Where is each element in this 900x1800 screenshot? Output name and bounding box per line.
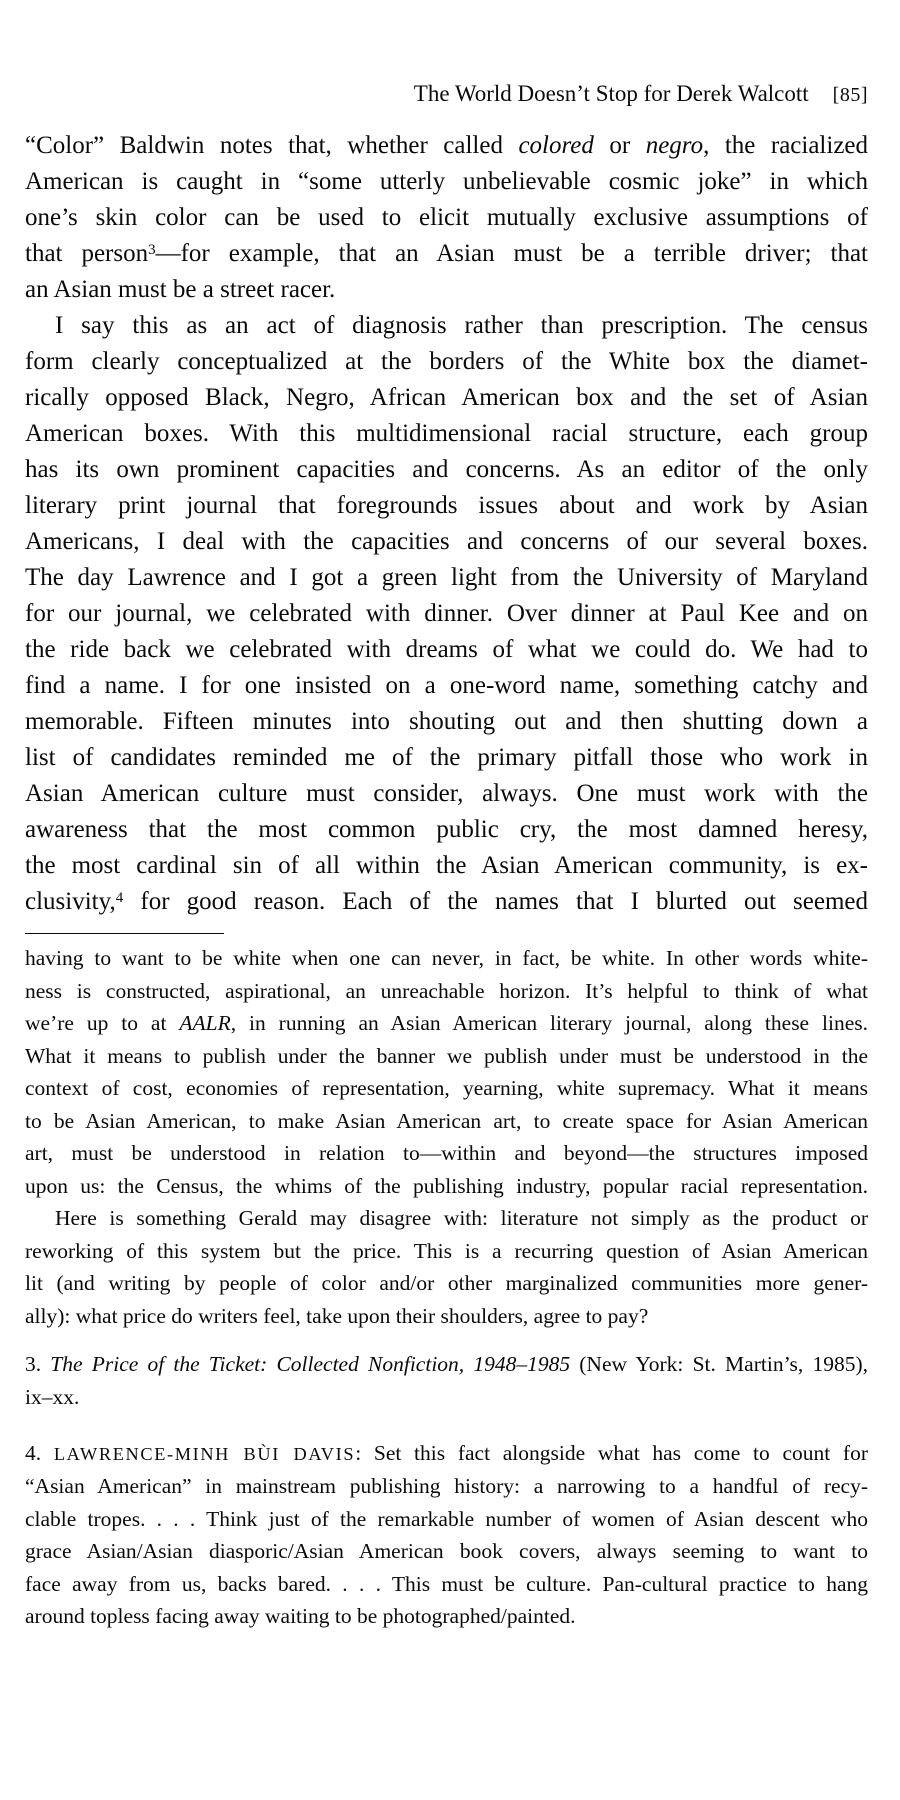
text-line: “Asian American” in mainstream publishing history: a narrowing to a handful of recy- (25, 1474, 868, 1498)
text-line: has its own prominent capacities and concerns. As an editor of the only (25, 456, 868, 483)
footnotes (25, 942, 868, 1633)
text-line: awareness that the most common public cry, the most damned heresy, (25, 816, 868, 843)
text-line: American is caught in “some utterly unbelievable cosmic joke” in which (25, 168, 868, 195)
text-line: clable tropes. . . . Think just of the remarkable number of women of Asian descent who (25, 1506, 868, 1531)
footnote-paragraph (25, 1437, 868, 1633)
text-line: list of candidates reminded me of the primary pitfall those who work in (25, 744, 868, 771)
text-line: find a name. I for one insisted on a one-word name, something catchy and (25, 672, 868, 699)
footnote-paragraph (25, 942, 868, 1202)
text-line: having to want to be white when one can never, in fact, be white. In other words white- (25, 946, 868, 970)
text-line: What it means to publish under the banner we publish under must be understood in the (25, 1043, 868, 1068)
text-block (25, 0, 868, 1800)
italic-text: negro (645, 132, 704, 159)
text-line: art, must be understood in relation to—within and beyond—the structures imposed (25, 1141, 868, 1165)
text-line: grace Asian/Asian diasporic/Asian American book covers, always seeming to want to (25, 1539, 868, 1563)
text-line: literary print journal that foregrounds issues about and work by Asian (25, 492, 868, 519)
italic-text: colored (518, 132, 594, 159)
text-line: to be Asian American, to make Asian American art, to create space for Asian American (25, 1108, 868, 1133)
text-line: we’re up to at AALR, in running an Asian American literary journal, along these lines. (25, 1011, 868, 1035)
footnote-paragraph (25, 1202, 868, 1332)
text-line: that person$^3$—for example, that an Asian must be a terrible driver; that (25, 240, 868, 267)
footnote-reference: 4 (115, 890, 124, 907)
text-line: Asian American culture must consider, always. One must work with the (25, 780, 868, 807)
small-caps-name: LAWRENCE-MINH BÙI DAVIS (53, 1444, 356, 1464)
running-head-title: The World Doesn’t Stop for Derek Walcott (413, 81, 809, 106)
text-line: form clearly conceptualized at the borders of the White box the diamet- (25, 348, 868, 375)
body-paragraph (25, 308, 868, 920)
footnote-reference: 3 (148, 242, 156, 259)
text-line: the ride back we celebrated with dreams of what we could do. We had to (25, 636, 868, 663)
text-line: for our journal, we celebrated with dinner. Over dinner at Paul Kee and on (25, 600, 868, 627)
text-line: one’s skin color can be used to elicit mutually exclusive assumptions of (25, 204, 868, 231)
page-number: [85] (832, 84, 868, 106)
footnote-paragraph (25, 1348, 868, 1413)
text-line: American boxes. With this multidimensional racial structure, each group (25, 420, 868, 447)
running-head (25, 80, 868, 109)
text-line: the most cardinal sin of all within the Asian American community, is ex- (25, 852, 868, 879)
text-line: 4. LAWRENCE-MINH BÙI DAVIS: Set this fact alongside what has come to count for (25, 1441, 868, 1465)
text-line: ness is constructed, aspirational, an unreachable horizon. It’s helpful to think of what (25, 978, 868, 1003)
text-line: face away from us, backs bared. . . . This must be culture. Pan-cultural practice to hang (25, 1571, 868, 1596)
text-line: ally): what price do writers feel, take upon their shoulders, agree to pay? (25, 1303, 649, 1328)
text-line: “Color” Baldwin notes that, whether called colored or negro, the racialized (25, 132, 868, 159)
text-line: rically opposed Black, Negro, African American box and the set of Asian (25, 384, 868, 411)
text-line: clusivity,$^4$ for good reason. Each of the names that I blurted out seemed (25, 888, 868, 915)
text-line: Here is something Gerald may disagree with: literature not simply as the product or (55, 1206, 868, 1230)
text-line: an Asian must be a street racer. (25, 276, 336, 303)
body-text (25, 128, 868, 920)
italic-text: AALR (179, 1011, 231, 1035)
italic-text: The Price of the Ticket: Collected Nonfiction, 1948–1985 (50, 1352, 571, 1376)
text-line: 3. The Price of the Ticket: Collected Nonfiction, 1948–1985 (New York: St. Martin’s, 1985), (25, 1352, 868, 1376)
text-line: reworking of this system but the price. This is a recurring question of Asian American (25, 1238, 868, 1263)
footnote-separator (25, 933, 224, 934)
text-line: The day Lawrence and I got a green light from the University of Maryland (25, 564, 868, 591)
text-line: memorable. Fifteen minutes into shouting out and then shutting down a (25, 708, 868, 735)
body-paragraph (25, 128, 868, 308)
text-line: ix–xx. (25, 1384, 80, 1409)
text-line: I say this as an act of diagnosis rather than prescription. The census (55, 312, 868, 339)
text-line: Americans, I deal with the capacities and concerns of our several boxes. (25, 528, 868, 555)
text-line: lit (and writing by people of color and/or other marginalized communities more gener- (25, 1271, 868, 1295)
text-line: upon us: the Census, the whims of the publishing industry, popular racial representation. (25, 1173, 868, 1198)
text-line: context of cost, economies of representation, yearning, white supremacy. What it means (25, 1076, 868, 1100)
text-line: around topless facing away waiting to be photographed/painted. (25, 1604, 576, 1628)
